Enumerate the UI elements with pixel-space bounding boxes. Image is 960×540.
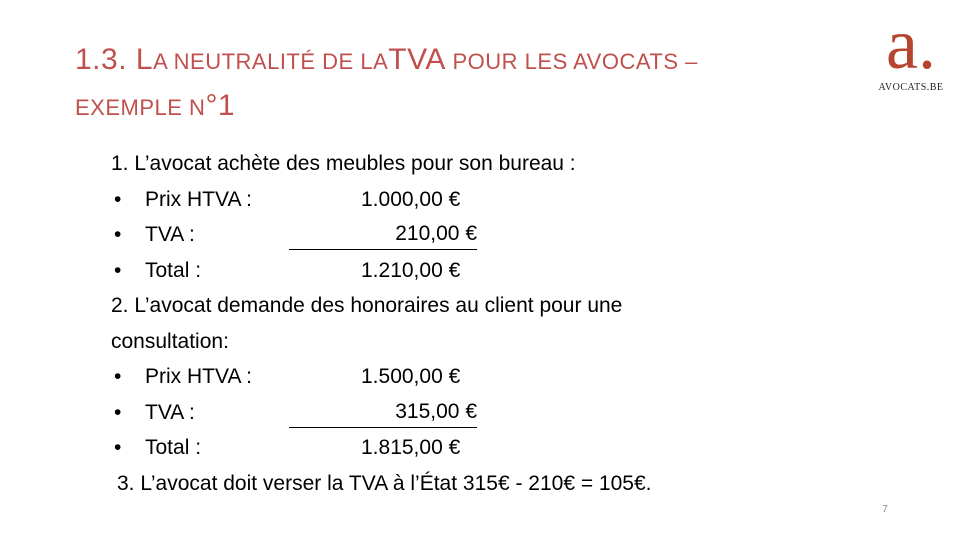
row-label: Total : [145,258,202,282]
bullet-icon: • [114,258,122,282]
row-amount-underlined: 210,00 € [289,219,477,250]
row-label: Prix HTVA : [145,365,252,388]
bullet-icon: • [114,400,122,424]
logo-mark: a. [886,4,936,84]
bullet-row [111,217,811,253]
bullet-icon: • [114,187,122,211]
page-number: 7 [882,504,888,515]
row-label: TVA : [145,223,195,246]
title-part: 1.3. L [75,43,154,76]
title-part: TVA [388,43,446,76]
item-2-heading: 2. L’avocat demande des honoraires au client pour une [111,294,623,317]
item-3-conclusion: 3. L’avocat doit verser la TVA à l’État 315€ - 210€ = 105€. [117,471,652,495]
bullet-icon: • [114,223,122,246]
bullet-icon: • [114,365,122,388]
title-part: EXEMPLE N [75,95,206,120]
row-amount: 1.000,00 € [361,187,461,211]
bullet-row [111,359,811,395]
row-amount: 1.210,00 € [361,258,461,282]
bullet-row [111,395,811,431]
row-label: Total : [145,436,202,459]
row-amount: 1.500,00 € [361,365,461,388]
title-part: A NEUTRALITÉ DE LA [153,49,389,74]
avocats-logo [876,4,946,100]
row-label: TVA : [145,400,195,424]
logo-wordmark: AVOCATS.BE [878,82,944,93]
bullet-row [111,182,811,218]
row-label: Prix HTVA : [145,187,252,211]
bullet-icon: • [114,436,122,459]
bullet-row [111,430,811,466]
item-1-heading: 1. L’avocat achète des meubles pour son bureau : [111,152,576,175]
row-amount: 1.815,00 € [361,436,461,459]
row-amount-underlined: 315,00 € [289,397,477,428]
item-2-heading-cont: consultation: [111,329,229,353]
slide-body [111,146,811,501]
title-part: POUR LES AVOCATS – [445,49,698,74]
slide-title [75,38,815,130]
bullet-row [111,253,811,289]
title-part: °1 [205,89,236,122]
